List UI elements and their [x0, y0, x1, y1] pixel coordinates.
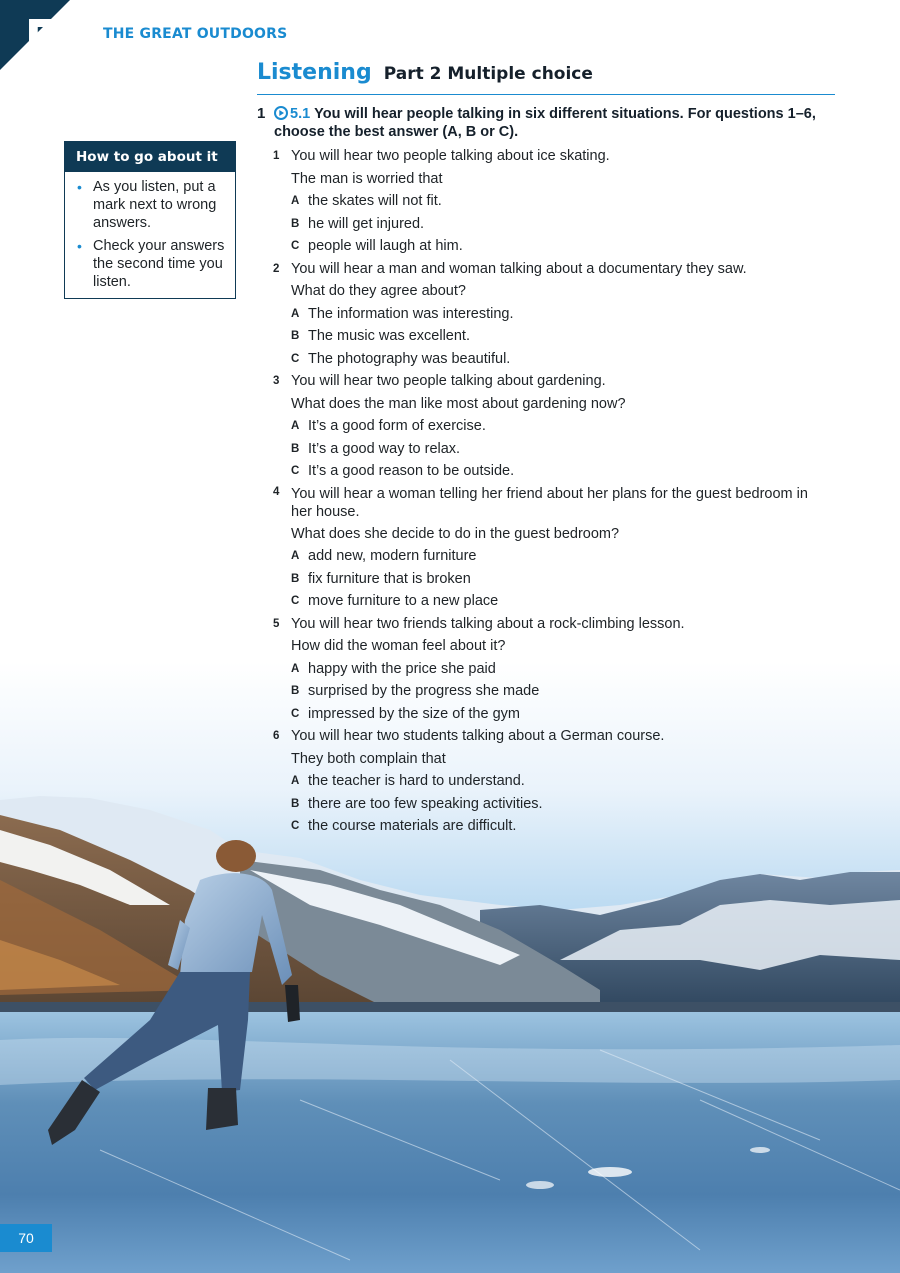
- question-number: 1: [273, 150, 280, 162]
- option-letter: B: [291, 217, 300, 230]
- question-number: 6: [273, 730, 280, 742]
- exercise-instruction: [257, 105, 817, 141]
- option-text: move furniture to a new place: [308, 593, 499, 609]
- option-text: he will get injured.: [308, 215, 425, 232]
- option-letter: C: [291, 707, 300, 720]
- question-number: 5: [273, 617, 280, 630]
- option-b[interactable]: [272, 568, 817, 591]
- option-b[interactable]: [272, 438, 817, 461]
- option-c[interactable]: [272, 815, 817, 838]
- unit-title: THE GREAT OUTDOORS: [103, 26, 288, 42]
- question-context: 2 You will hear a man and woman talking about a documentary they saw.: [272, 258, 817, 281]
- option-letter: A: [291, 662, 300, 675]
- instruction-body: [274, 105, 817, 141]
- option-a[interactable]: [272, 658, 817, 681]
- question-3: [272, 370, 817, 483]
- tip-text: As you listen, put a mark next to wrong answers.: [93, 179, 217, 231]
- option-letter: A: [291, 550, 300, 562]
- question-6: [272, 725, 817, 838]
- option-b[interactable]: [272, 793, 817, 816]
- bullet-icon: •: [77, 179, 82, 195]
- question-number: 3: [273, 375, 280, 387]
- question-prompt: What does the man like most about gardening now?: [291, 395, 626, 412]
- option-letter: A: [291, 307, 300, 320]
- question-prompt: The man is worried that: [291, 170, 443, 187]
- option-letter: A: [291, 195, 300, 207]
- option-letter: C: [291, 240, 300, 252]
- option-letter: B: [291, 797, 300, 810]
- option-letter: B: [291, 572, 300, 585]
- question-context: 6 You will hear two students talking about a German course.: [272, 725, 817, 748]
- option-text: The music was excellent.: [308, 328, 470, 344]
- option-letter: C: [291, 595, 300, 607]
- unit-number: 5: [22, 7, 62, 75]
- option-b[interactable]: [272, 325, 817, 348]
- exercise-number: 1: [257, 105, 266, 122]
- option-b[interactable]: [272, 213, 817, 236]
- option-a[interactable]: [272, 303, 817, 326]
- option-letter: B: [291, 685, 300, 697]
- how-to-tip-box: [64, 141, 236, 299]
- option-text: It’s a good reason to be outside.: [308, 463, 515, 479]
- option-letter: B: [291, 330, 300, 342]
- option-text: fix furniture that is broken: [308, 570, 471, 587]
- question-context: 1 You will hear two people talking about ice skating.: [272, 145, 817, 168]
- option-text: It’s a good way to relax.: [308, 440, 461, 457]
- option-text: add new, modern furniture: [308, 548, 477, 564]
- option-text: the teacher is hard to understand.: [308, 773, 525, 789]
- question-prompt: How did the woman feel about it?: [291, 638, 506, 654]
- option-c[interactable]: [272, 348, 817, 371]
- option-a[interactable]: [272, 770, 817, 793]
- question-1: [272, 145, 817, 258]
- option-b[interactable]: [272, 680, 817, 703]
- instruction-text: You will hear people talking in six different situations. For questions 1–6, choose the best answer (A, B or C).: [274, 106, 816, 140]
- question-2: [272, 258, 817, 371]
- option-text: there are too few speaking activities.: [308, 795, 543, 812]
- page-number: 70: [0, 1224, 52, 1252]
- option-c[interactable]: [272, 460, 817, 483]
- play-circle-icon[interactable]: [274, 106, 288, 120]
- question-context: 3 You will hear two people talking about gardening.: [272, 370, 817, 393]
- option-a[interactable]: [272, 545, 817, 568]
- option-text: people will laugh at him.: [308, 238, 463, 254]
- option-text: happy with the price she paid: [308, 660, 496, 677]
- question-5: [272, 613, 817, 726]
- question-number: 2: [273, 262, 280, 275]
- option-text: The photography was beautiful.: [308, 350, 511, 367]
- tip-list: [65, 172, 235, 291]
- question-list: [272, 145, 817, 838]
- option-letter: A: [291, 775, 300, 787]
- option-letter: C: [291, 465, 300, 477]
- option-letter: C: [291, 352, 300, 365]
- tip-text: Check your answers the second time you listen.: [93, 238, 225, 290]
- section-name: Listening: [257, 60, 372, 85]
- option-letter: C: [291, 820, 300, 832]
- option-a[interactable]: [272, 415, 817, 438]
- tip-item: [77, 237, 227, 291]
- option-c[interactable]: [272, 235, 817, 258]
- question-number: 4: [273, 485, 280, 498]
- tip-box-title: How to go about it: [65, 142, 235, 172]
- option-text: the course materials are difficult.: [308, 818, 517, 834]
- section-heading: [257, 60, 835, 95]
- option-text: surprised by the progress she made: [308, 683, 540, 699]
- audio-track-number[interactable]: 5.1: [290, 106, 311, 122]
- tip-item: [77, 178, 227, 232]
- option-c[interactable]: [272, 590, 817, 613]
- option-letter: B: [291, 442, 300, 455]
- option-text: The information was interesting.: [308, 305, 514, 322]
- option-letter: A: [291, 420, 300, 432]
- option-text: impressed by the size of the gym: [308, 705, 520, 722]
- question-prompt: What does she decide to do in the guest bedroom?: [291, 525, 620, 542]
- question-context: 4 You will hear a woman telling her friend about her plans for the guest bedroom in her house.: [272, 483, 817, 523]
- option-text: It’s a good form of exercise.: [308, 418, 486, 434]
- question-prompt: What do they agree about?: [291, 283, 466, 299]
- bullet-icon: •: [77, 238, 82, 254]
- section-subtitle: Part 2 Multiple choice: [383, 64, 593, 84]
- question-context: 5 You will hear two friends talking about a rock-climbing lesson.: [272, 613, 817, 636]
- option-text: the skates will not fit.: [308, 193, 442, 209]
- option-c[interactable]: [272, 703, 817, 726]
- question-prompt: They both complain that: [291, 750, 446, 767]
- question-4: [272, 483, 817, 613]
- option-a[interactable]: [272, 190, 817, 213]
